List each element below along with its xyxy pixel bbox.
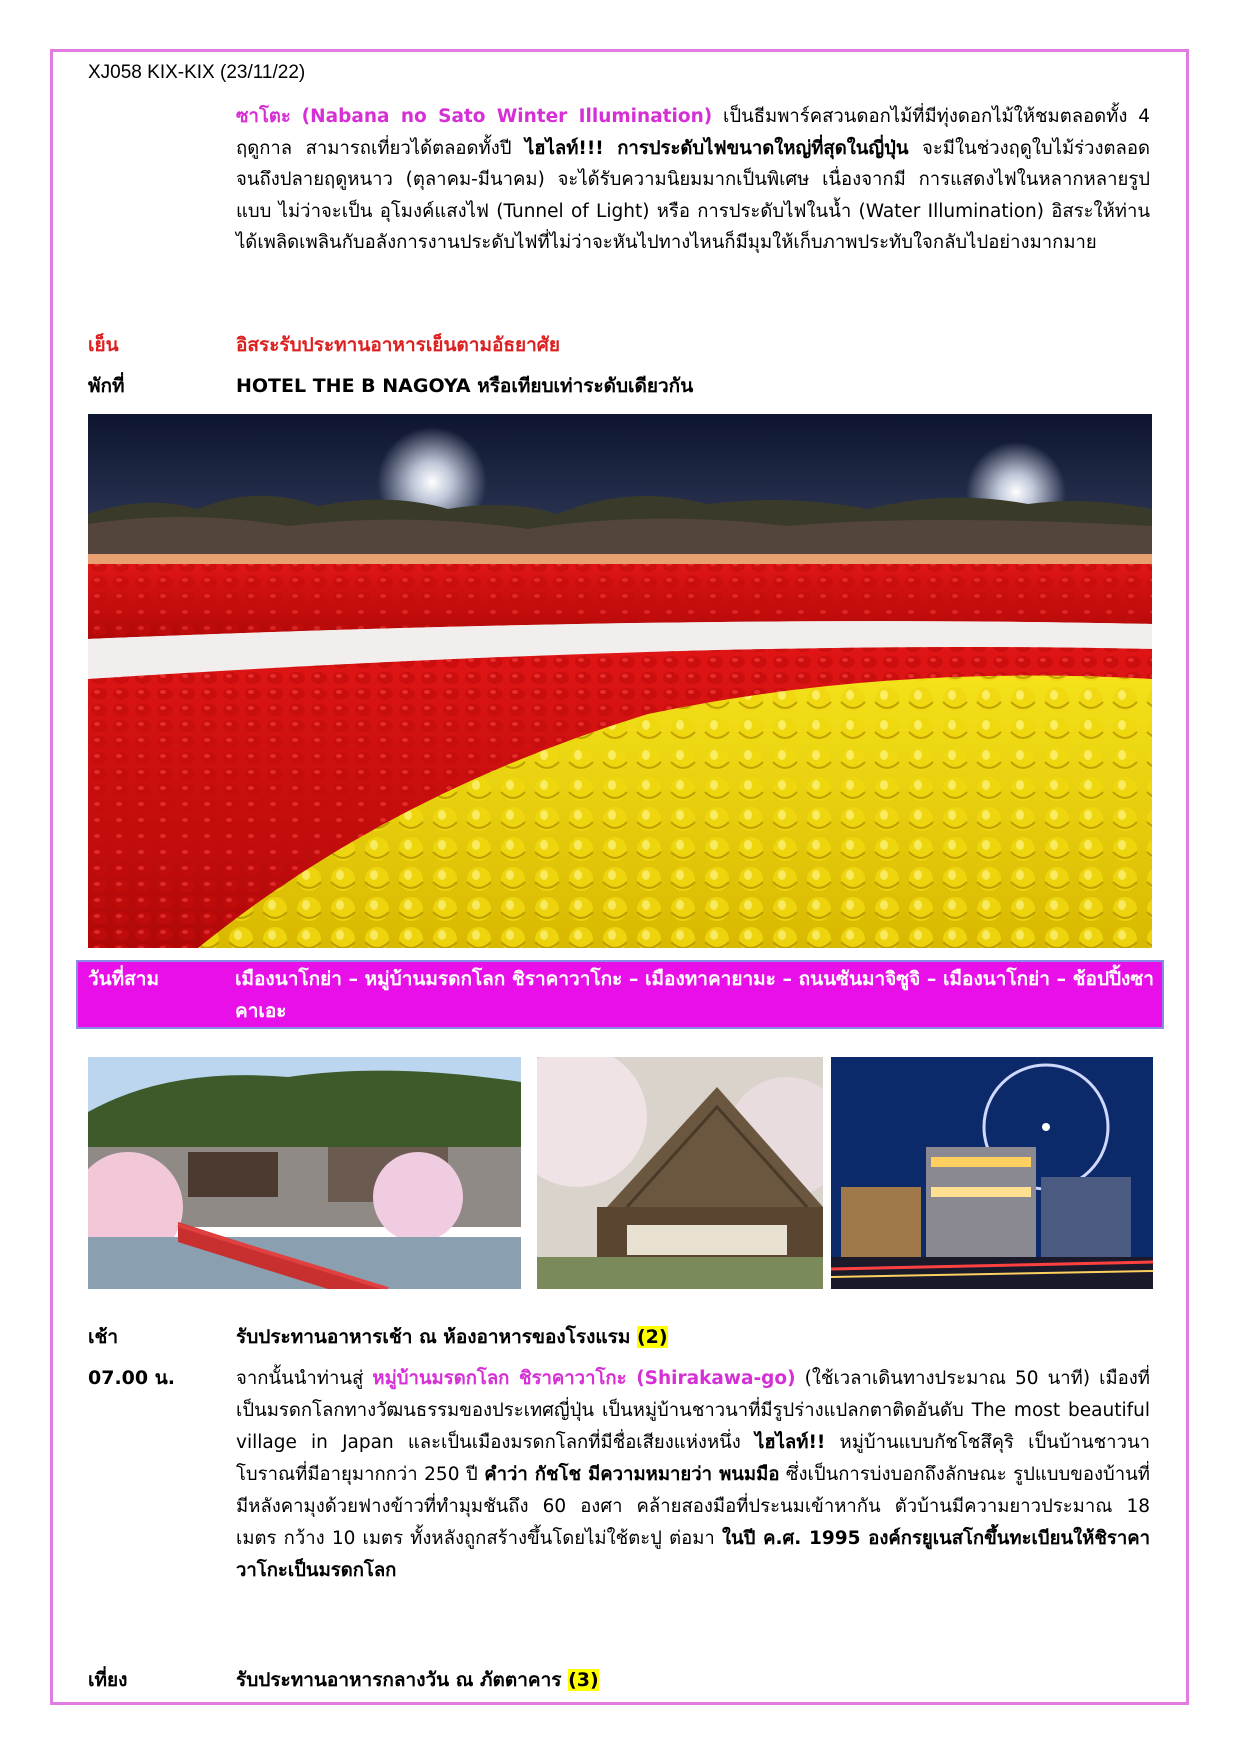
attraction-name-thai: ซาโตะ: [236, 106, 291, 127]
meal-number-badge: (2): [636, 1326, 668, 1348]
nagoya-sakae-night-photo: [831, 1057, 1153, 1289]
unesco-text: ในปี ค.ศ. 1995 องค์กรยูเนสโกขึ้นทะเบียนให้ชิราคาวาโกะเป็นมรดกโลก: [236, 1528, 1150, 1581]
breakfast-text: รับประทานอาหารเช้า ณ ห้องอาหารของโรงแรม: [236, 1326, 637, 1348]
dinner-text: อิสระรับประทานอาหารเย็นตามอัธยาศัย: [236, 334, 560, 356]
nabana-description: [236, 101, 1150, 259]
day-route: เมืองนาโกย่า – หมู่บ้านมรดกโลก ชิราคาวาโกะ – เมืองทาคายามะ – ถนนซันมาจิซูจิ – เมืองนาโกย่า – ช้อปปิ้งซาคาเอะ: [235, 968, 1154, 1022]
attraction-name-english: (Nabana no Sato Winter Illumination): [301, 106, 713, 127]
description-text-1: เป็นธีมพาร์คสวนดอกไม้ที่มีทุ่งดอกไม้ให้ชมตลอดทั้ง 4 ฤดูกาล สามารถเที่ยวได้ตลอดทั้งปี: [236, 106, 1150, 159]
dinner-row: [88, 330, 1150, 360]
document-code: XJ058 KIX-KIX (23/11/22): [88, 62, 306, 83]
largest-illumination-text: การประดับไฟขนาดใหญ่ที่สุดในญี่ปุ่น: [617, 137, 909, 159]
meal-number-badge: (3): [568, 1669, 599, 1691]
lunch-row: [88, 1665, 1150, 1695]
takayama-bridge-photo: [88, 1057, 521, 1289]
lunch-label: เที่ยง: [88, 1669, 128, 1691]
tulip-field-night-photo: [88, 414, 1152, 948]
shirakawa-text-4: ซึ่งเป็นการบ่งบอกถึงลักษณะ รูปแบบของบ้านที่มีหลังคามุงด้วยฟางข้าวที่ทำมุมชันถึง 60 องศา คล้ายสองมือที่ประนมเข้าหากัน ตัวบ้านมีความยาวประมาณ 18 เมตร กว้าง 10 เมตร ทั้งหลังถูกสร้างขึ้นโดยไม่ใช้ตะปู ต่อมา: [236, 1464, 1151, 1549]
day-three-banner: [76, 960, 1164, 1029]
shirakawa-place-name: หมู่บ้านมรดกโลก ชิราคาวาโกะ (Shirakawa-go): [372, 1368, 796, 1389]
schedule-time: 07.00 น.: [88, 1367, 175, 1389]
hotel-label: พักที่: [88, 375, 125, 397]
shirakawa-text-3: หมู่บ้านแบบกัชโชสึคุริ เป็นบ้านชาวนาโบราณที่มีอายุมากกว่า 250 ปี: [236, 1432, 1150, 1485]
gassho-house-photo: [537, 1057, 823, 1289]
breakfast-label: เช้า: [88, 1326, 119, 1348]
shirakawa-description: [236, 1363, 1150, 1587]
gassho-meaning-text: คำว่า กัชโช มีความหมายว่า พนมมือ: [484, 1464, 780, 1485]
day-label: วันที่สาม: [88, 968, 159, 990]
dinner-label: เย็น: [88, 334, 119, 356]
shirakawa-text-1: จากนั้นนำท่านสู่: [236, 1368, 373, 1389]
lunch-text: รับประทานอาหารกลางวัน ณ ภัตตาคาร: [236, 1669, 569, 1691]
hotel-name: HOTEL THE B NAGOYA หรือเทียบเท่าระดับเดียวกัน: [236, 375, 694, 397]
schedule-0700-row: [88, 1363, 1150, 1587]
description-text-2: จะมีในช่วงฤดูใบไม้ร่วงตลอดจนถึงปลายฤดูหนาว (ตุลาคม-มีนาคม) จะได้รับความนิยมมากเป็นพิเศษ เนื่องจากมี การแสดงไฟในหลากหลายรูปแบบ ไม่ว่าจะเป็น อุโมงค์แสงไฟ (Tunnel of Light) หรือ การประดับไฟในน้ำ (Water Illumination) อิสระให้ท่านได้เพลิดเพลินกับอลังการงานประดับไฟที่ไม่ว่าจะหันไปทางไหนก็มีมุมให้เก็บภาพประทับใจกลับไปอย่างมากมาย: [236, 137, 1150, 253]
breakfast-row: [88, 1322, 1150, 1352]
highlight-label: ไฮไลท์!!!: [525, 137, 604, 159]
hotel-row: [88, 371, 1150, 401]
shirakawa-text-2: (ใช้เวลาเดินทางประมาณ 50 นาที) เมืองที่เป็นมรดกโลกทางวัฒนธรรมของประเทศญี่ปุ่น เป็นหมู่บ้านชาวนาที่มีรูปร่างแปลกตาติดอันดับ The most beautiful village in Japan และเป็นเมืองมรดกโลกที่มีชื่อเสียงแห่งหนึ่ง: [236, 1368, 1150, 1453]
shirakawa-highlight-label: ไฮไลท์!!: [755, 1432, 826, 1453]
